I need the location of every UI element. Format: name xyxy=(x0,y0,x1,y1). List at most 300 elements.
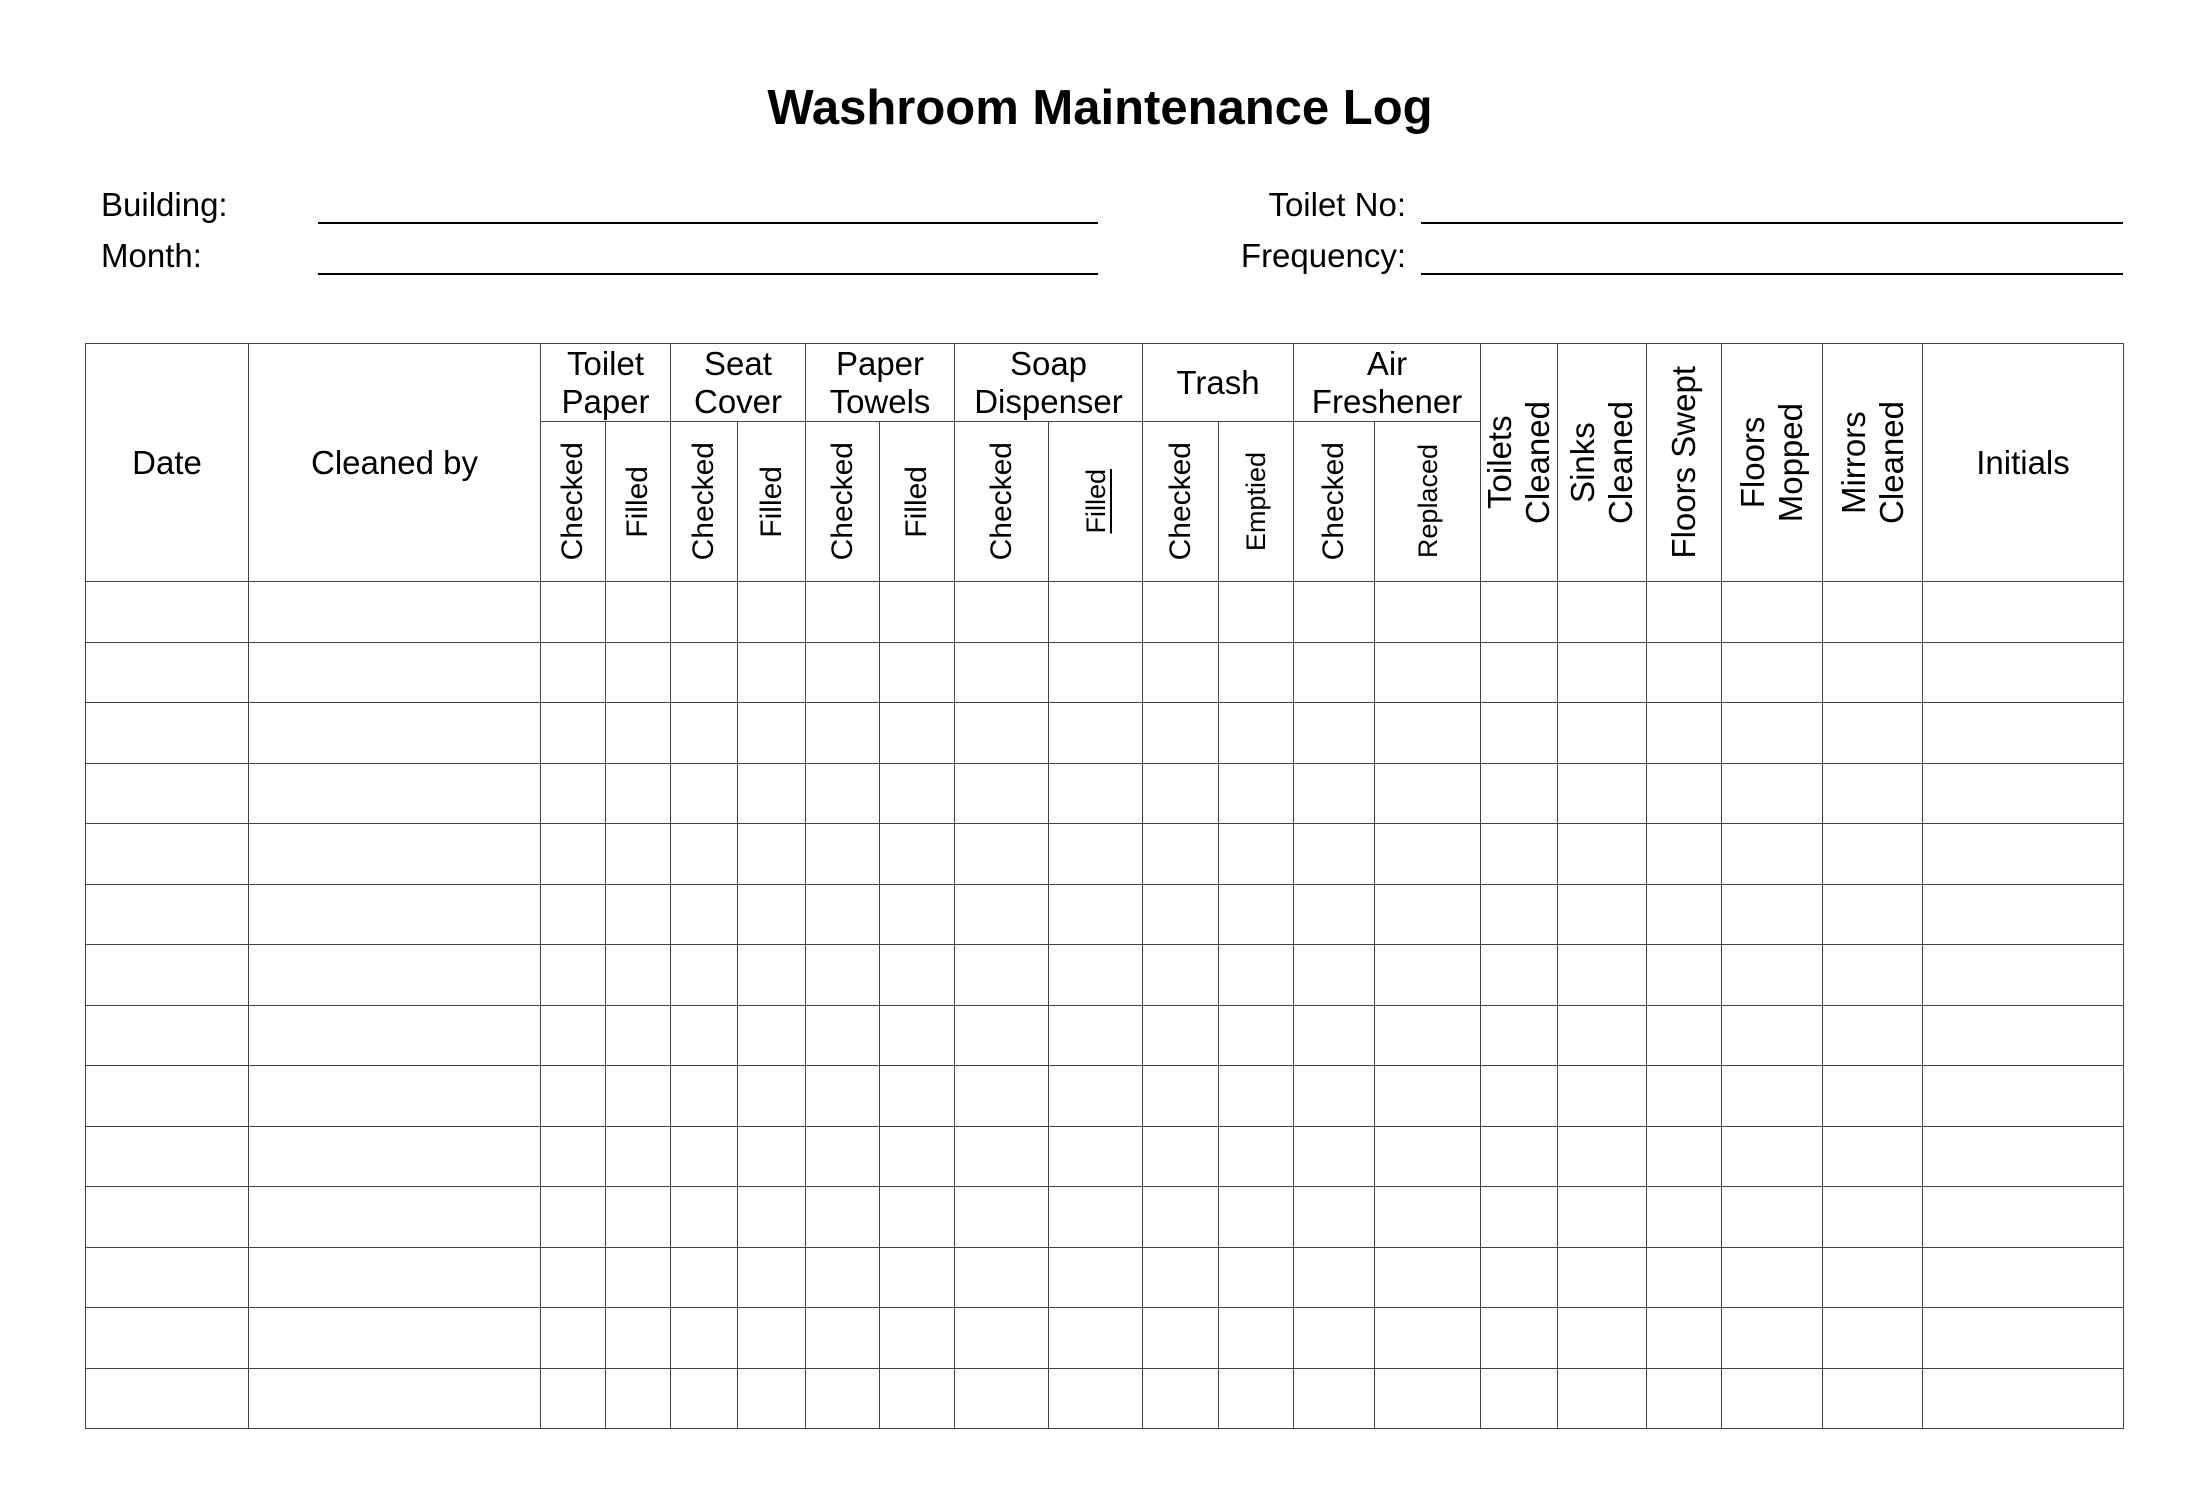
table-cell[interactable] xyxy=(1049,1187,1143,1248)
table-cell[interactable] xyxy=(1143,763,1219,824)
table-row xyxy=(86,824,2124,885)
table-cell[interactable] xyxy=(86,1368,249,1429)
table-cell[interactable] xyxy=(1219,884,1294,945)
table-cell[interactable] xyxy=(806,1187,880,1248)
table-row xyxy=(86,1247,2124,1308)
table-cell[interactable] xyxy=(606,1368,671,1429)
table-cell[interactable] xyxy=(1823,1308,1923,1369)
table-cell[interactable] xyxy=(86,1187,249,1248)
table-cell[interactable] xyxy=(86,703,249,764)
table-cell[interactable] xyxy=(1647,1368,1722,1429)
table-cell[interactable] xyxy=(1143,1005,1219,1066)
table-cell[interactable] xyxy=(880,1247,955,1308)
table-cell[interactable] xyxy=(1647,582,1722,643)
table-cell[interactable] xyxy=(541,1066,606,1127)
table-cell[interactable] xyxy=(880,945,955,1006)
table-cell[interactable] xyxy=(738,945,806,1006)
table-cell[interactable] xyxy=(606,642,671,703)
table-cell[interactable] xyxy=(1294,945,1375,1006)
table-cell[interactable] xyxy=(541,1187,606,1248)
table-cell[interactable] xyxy=(541,884,606,945)
table-cell[interactable] xyxy=(1375,1308,1481,1369)
table-cell[interactable] xyxy=(1722,582,1823,643)
table-cell[interactable] xyxy=(738,1066,806,1127)
table-cell[interactable] xyxy=(1481,1187,1558,1248)
table-cell[interactable] xyxy=(1375,1005,1481,1066)
table-cell[interactable] xyxy=(541,1126,606,1187)
table-cell[interactable] xyxy=(1143,703,1219,764)
table-cell[interactable] xyxy=(738,703,806,764)
table-cell[interactable] xyxy=(1823,824,1923,885)
table-cell[interactable] xyxy=(1481,884,1558,945)
table-cell[interactable] xyxy=(1823,945,1923,1006)
table-cell[interactable] xyxy=(806,824,880,885)
frequency-label: Frequency: xyxy=(1240,237,1406,274)
table-cell[interactable] xyxy=(249,582,541,643)
table-cell[interactable] xyxy=(1294,884,1375,945)
table-cell[interactable] xyxy=(1647,1066,1722,1127)
table-cell[interactable] xyxy=(1823,1247,1923,1308)
table-cell[interactable] xyxy=(671,824,738,885)
table-cell[interactable] xyxy=(671,763,738,824)
trash-header: Trash xyxy=(1143,344,1294,422)
table-cell[interactable] xyxy=(955,703,1049,764)
table-cell[interactable] xyxy=(1294,582,1375,643)
table-cell[interactable] xyxy=(1722,703,1823,764)
table-cell[interactable] xyxy=(606,582,671,643)
table-cell[interactable] xyxy=(955,945,1049,1006)
table-cell[interactable] xyxy=(1647,642,1722,703)
table-cell[interactable] xyxy=(671,582,738,643)
table-cell[interactable] xyxy=(1823,1187,1923,1248)
table-cell[interactable] xyxy=(1375,582,1481,643)
month-field[interactable] xyxy=(318,273,1098,275)
table-cell[interactable] xyxy=(541,1005,606,1066)
table-cell[interactable] xyxy=(671,1247,738,1308)
table-cell[interactable] xyxy=(1923,945,2124,1006)
table-cell[interactable] xyxy=(738,824,806,885)
table-cell[interactable] xyxy=(86,1247,249,1308)
table-cell[interactable] xyxy=(880,1187,955,1248)
table-cell[interactable] xyxy=(1375,642,1481,703)
table-cell[interactable] xyxy=(1219,582,1294,643)
trash-emptied-header: Emptied xyxy=(1219,422,1294,582)
table-cell[interactable] xyxy=(249,1187,541,1248)
table-cell[interactable] xyxy=(806,884,880,945)
toilet-no-field[interactable] xyxy=(1421,222,2123,224)
table-cell[interactable] xyxy=(541,763,606,824)
table-cell[interactable] xyxy=(1558,1066,1647,1127)
table-cell[interactable] xyxy=(606,1066,671,1127)
table-cell[interactable] xyxy=(806,1247,880,1308)
table-cell[interactable] xyxy=(1923,1126,2124,1187)
table-cell[interactable] xyxy=(1294,1247,1375,1308)
table-cell[interactable] xyxy=(1481,642,1558,703)
table-cell[interactable] xyxy=(1143,824,1219,885)
table-cell[interactable] xyxy=(606,1247,671,1308)
table-cell[interactable] xyxy=(1823,703,1923,764)
table-cell[interactable] xyxy=(1049,1308,1143,1369)
table-cell[interactable] xyxy=(541,642,606,703)
table-cell[interactable] xyxy=(738,1126,806,1187)
table-cell[interactable] xyxy=(955,824,1049,885)
table-cell[interactable] xyxy=(1481,1308,1558,1369)
table-cell[interactable] xyxy=(1823,1005,1923,1066)
table-cell[interactable] xyxy=(1143,582,1219,643)
table-cell[interactable] xyxy=(1219,1308,1294,1369)
table-cell[interactable] xyxy=(1558,884,1647,945)
table-cell[interactable] xyxy=(606,763,671,824)
table-cell[interactable] xyxy=(738,1005,806,1066)
table-cell[interactable] xyxy=(1375,884,1481,945)
table-cell[interactable] xyxy=(1823,642,1923,703)
table-cell[interactable] xyxy=(86,1126,249,1187)
table-cell[interactable] xyxy=(1049,824,1143,885)
table-cell[interactable] xyxy=(955,642,1049,703)
table-cell[interactable] xyxy=(806,703,880,764)
toilet-no-label: Toilet No: xyxy=(1268,186,1406,223)
table-cell[interactable] xyxy=(738,1187,806,1248)
table-cell[interactable] xyxy=(1558,1247,1647,1308)
table-cell[interactable] xyxy=(606,1126,671,1187)
table-cell[interactable] xyxy=(1647,1247,1722,1308)
table-cell[interactable] xyxy=(1722,1187,1823,1248)
table-cell[interactable] xyxy=(1823,884,1923,945)
table-cell[interactable] xyxy=(1219,1005,1294,1066)
table-cell[interactable] xyxy=(1558,703,1647,764)
table-cell[interactable] xyxy=(880,824,955,885)
table-cell[interactable] xyxy=(806,763,880,824)
table-cell[interactable] xyxy=(249,945,541,1006)
table-cell[interactable] xyxy=(1823,582,1923,643)
table-row xyxy=(86,763,2124,824)
table-cell[interactable] xyxy=(880,1368,955,1429)
table-cell[interactable] xyxy=(955,1005,1049,1066)
table-cell[interactable] xyxy=(1143,1126,1219,1187)
table-cell[interactable] xyxy=(671,1368,738,1429)
table-cell[interactable] xyxy=(1481,1368,1558,1429)
table-cell[interactable] xyxy=(541,824,606,885)
table-cell[interactable] xyxy=(86,582,249,643)
table-cell[interactable] xyxy=(738,884,806,945)
table-cell[interactable] xyxy=(86,1308,249,1369)
table-cell[interactable] xyxy=(955,1247,1049,1308)
table-cell[interactable] xyxy=(1558,1368,1647,1429)
table-cell[interactable] xyxy=(738,582,806,643)
table-cell[interactable] xyxy=(1722,1247,1823,1308)
table-cell[interactable] xyxy=(1823,763,1923,824)
table-cell[interactable] xyxy=(1375,1126,1481,1187)
table-cell[interactable] xyxy=(1558,1308,1647,1369)
toilet-paper-checked-header: Checked xyxy=(541,422,606,582)
table-cell[interactable] xyxy=(606,1308,671,1369)
table-cell[interactable] xyxy=(606,884,671,945)
table-cell[interactable] xyxy=(1481,1066,1558,1127)
table-cell[interactable] xyxy=(1049,1247,1143,1308)
table-cell[interactable] xyxy=(806,1308,880,1369)
table-cell[interactable] xyxy=(671,1308,738,1369)
table-cell[interactable] xyxy=(1294,1368,1375,1429)
table-cell[interactable] xyxy=(1647,703,1722,764)
table-cell[interactable] xyxy=(1481,703,1558,764)
table-cell[interactable] xyxy=(671,1187,738,1248)
table-cell[interactable] xyxy=(1923,824,2124,885)
table-cell[interactable] xyxy=(1923,1368,2124,1429)
table-cell[interactable] xyxy=(1558,945,1647,1006)
table-cell[interactable] xyxy=(955,1126,1049,1187)
table-cell[interactable] xyxy=(1558,824,1647,885)
table-cell[interactable] xyxy=(1049,1005,1143,1066)
table-cell[interactable] xyxy=(541,582,606,643)
table-cell[interactable] xyxy=(738,1368,806,1429)
table-cell[interactable] xyxy=(1375,945,1481,1006)
table-cell[interactable] xyxy=(1647,1126,1722,1187)
table-cell[interactable] xyxy=(86,884,249,945)
table-cell[interactable] xyxy=(1647,1005,1722,1066)
table-cell[interactable] xyxy=(1375,1187,1481,1248)
table-cell[interactable] xyxy=(1219,1247,1294,1308)
table-cell[interactable] xyxy=(880,1066,955,1127)
table-cell[interactable] xyxy=(541,703,606,764)
table-cell[interactable] xyxy=(1219,642,1294,703)
table-cell[interactable] xyxy=(671,884,738,945)
table-cell[interactable] xyxy=(1143,1247,1219,1308)
table-cell[interactable] xyxy=(606,824,671,885)
table-cell[interactable] xyxy=(671,1005,738,1066)
table-cell[interactable] xyxy=(1722,1066,1823,1127)
table-cell[interactable] xyxy=(1143,945,1219,1006)
table-cell[interactable] xyxy=(738,642,806,703)
table-cell[interactable] xyxy=(86,1066,249,1127)
table-cell[interactable] xyxy=(880,884,955,945)
table-cell[interactable] xyxy=(249,1066,541,1127)
table-cell[interactable] xyxy=(86,824,249,885)
table-cell[interactable] xyxy=(1049,763,1143,824)
table-cell[interactable] xyxy=(671,642,738,703)
table-cell[interactable] xyxy=(1722,1126,1823,1187)
table-cell[interactable] xyxy=(806,1368,880,1429)
table-cell[interactable] xyxy=(806,642,880,703)
table-cell[interactable] xyxy=(806,1126,880,1187)
table-row xyxy=(86,1308,2124,1369)
table-cell[interactable] xyxy=(1647,1187,1722,1248)
table-cell[interactable] xyxy=(1219,703,1294,764)
table-cell[interactable] xyxy=(541,945,606,1006)
table-cell[interactable] xyxy=(1923,1247,2124,1308)
table-cell[interactable] xyxy=(1923,1005,2124,1066)
table-cell[interactable] xyxy=(249,1247,541,1308)
table-cell[interactable] xyxy=(1923,763,2124,824)
table-cell[interactable] xyxy=(1219,945,1294,1006)
table-cell[interactable] xyxy=(1923,1066,2124,1127)
table-cell[interactable] xyxy=(1481,763,1558,824)
table-cell[interactable] xyxy=(1722,1308,1823,1369)
table-cell[interactable] xyxy=(1722,945,1823,1006)
table-cell[interactable] xyxy=(1049,945,1143,1006)
table-cell[interactable] xyxy=(1219,763,1294,824)
table-cell[interactable] xyxy=(1049,703,1143,764)
table-cell[interactable] xyxy=(606,1005,671,1066)
table-cell[interactable] xyxy=(738,763,806,824)
table-cell[interactable] xyxy=(1558,582,1647,643)
table-cell[interactable] xyxy=(1143,1066,1219,1127)
table-cell[interactable] xyxy=(880,1308,955,1369)
table-cell[interactable] xyxy=(1375,1247,1481,1308)
table-cell[interactable] xyxy=(738,1247,806,1308)
table-cell[interactable] xyxy=(1294,824,1375,885)
table-cell[interactable] xyxy=(1558,642,1647,703)
table-cell[interactable] xyxy=(1558,1126,1647,1187)
table-cell[interactable] xyxy=(1294,703,1375,764)
seat-cover-header: Seat Cover xyxy=(671,344,806,422)
table-cell[interactable] xyxy=(738,1308,806,1369)
table-cell[interactable] xyxy=(1049,1368,1143,1429)
table-cell[interactable] xyxy=(1647,945,1722,1006)
table-cell[interactable] xyxy=(1219,1066,1294,1127)
toilets-cleaned-header: Toilets Cleaned xyxy=(1481,344,1558,582)
table-cell[interactable] xyxy=(1375,763,1481,824)
table-cell[interactable] xyxy=(671,1126,738,1187)
table-cell[interactable] xyxy=(1923,642,2124,703)
table-cell[interactable] xyxy=(1722,824,1823,885)
table-cell[interactable] xyxy=(1558,763,1647,824)
table-cell[interactable] xyxy=(86,1005,249,1066)
table-cell[interactable] xyxy=(955,884,1049,945)
table-cell[interactable] xyxy=(1049,884,1143,945)
table-cell[interactable] xyxy=(955,582,1049,643)
table-cell[interactable] xyxy=(955,1308,1049,1369)
table-cell[interactable] xyxy=(880,642,955,703)
table-cell[interactable] xyxy=(806,1005,880,1066)
table-cell[interactable] xyxy=(671,1066,738,1127)
table-cell[interactable] xyxy=(1294,1126,1375,1187)
table-cell[interactable] xyxy=(1647,884,1722,945)
table-cell[interactable] xyxy=(880,582,955,643)
table-cell[interactable] xyxy=(1143,1308,1219,1369)
frequency-field[interactable] xyxy=(1421,273,2123,275)
table-cell[interactable] xyxy=(806,1066,880,1127)
table-cell[interactable] xyxy=(1143,642,1219,703)
table-cell[interactable] xyxy=(1558,1187,1647,1248)
table-cell[interactable] xyxy=(86,763,249,824)
table-cell[interactable] xyxy=(1923,703,2124,764)
table-cell[interactable] xyxy=(541,1368,606,1429)
table-row xyxy=(86,1368,2124,1429)
table-cell[interactable] xyxy=(1647,824,1722,885)
table-cell[interactable] xyxy=(1722,763,1823,824)
table-cell[interactable] xyxy=(1219,1126,1294,1187)
table-cell[interactable] xyxy=(671,703,738,764)
table-cell[interactable] xyxy=(1823,1126,1923,1187)
table-cell[interactable] xyxy=(1722,642,1823,703)
table-cell[interactable] xyxy=(1375,1066,1481,1127)
table-cell[interactable] xyxy=(1722,1005,1823,1066)
table-cell[interactable] xyxy=(1219,1187,1294,1248)
table-cell[interactable] xyxy=(880,1126,955,1187)
table-cell[interactable] xyxy=(1049,1066,1143,1127)
table-cell[interactable] xyxy=(1647,1308,1722,1369)
table-cell[interactable] xyxy=(606,703,671,764)
table-cell[interactable] xyxy=(880,1005,955,1066)
table-cell[interactable] xyxy=(880,763,955,824)
table-cell[interactable] xyxy=(249,642,541,703)
table-cell[interactable] xyxy=(1375,703,1481,764)
table-cell[interactable] xyxy=(249,1368,541,1429)
table-cell[interactable] xyxy=(806,945,880,1006)
table-cell[interactable] xyxy=(1219,1368,1294,1429)
table-cell[interactable] xyxy=(1923,582,2124,643)
table-cell[interactable] xyxy=(249,1005,541,1066)
table-cell[interactable] xyxy=(955,1066,1049,1127)
table-cell[interactable] xyxy=(955,1368,1049,1429)
table-cell[interactable] xyxy=(249,824,541,885)
table-cell[interactable] xyxy=(1375,824,1481,885)
table-cell[interactable] xyxy=(1722,884,1823,945)
table-cell[interactable] xyxy=(955,1187,1049,1248)
table-cell[interactable] xyxy=(1143,1187,1219,1248)
table-cell[interactable] xyxy=(86,642,249,703)
maintenance-log-table xyxy=(85,343,2124,1429)
table-cell[interactable] xyxy=(249,763,541,824)
table-cell[interactable] xyxy=(249,1308,541,1369)
paper-towels-checked-header: Checked xyxy=(806,422,880,582)
table-cell[interactable] xyxy=(1481,945,1558,1006)
table-cell[interactable] xyxy=(249,703,541,764)
table-cell[interactable] xyxy=(541,1247,606,1308)
table-cell[interactable] xyxy=(1481,1005,1558,1066)
table-cell[interactable] xyxy=(880,703,955,764)
table-cell[interactable] xyxy=(1143,884,1219,945)
table-cell[interactable] xyxy=(1923,1308,2124,1369)
table-cell[interactable] xyxy=(1219,824,1294,885)
table-cell[interactable] xyxy=(249,884,541,945)
table-cell[interactable] xyxy=(1481,582,1558,643)
table-cell[interactable] xyxy=(1722,1368,1823,1429)
table-cell[interactable] xyxy=(1923,1187,2124,1248)
table-cell[interactable] xyxy=(671,945,738,1006)
building-field[interactable] xyxy=(318,222,1098,224)
date-header: Date xyxy=(86,344,249,582)
table-cell[interactable] xyxy=(1049,642,1143,703)
table-cell[interactable] xyxy=(955,763,1049,824)
table-cell[interactable] xyxy=(1294,642,1375,703)
table-cell[interactable] xyxy=(1823,1066,1923,1127)
table-row xyxy=(86,884,2124,945)
table-cell[interactable] xyxy=(1923,884,2124,945)
table-cell[interactable] xyxy=(1558,1005,1647,1066)
table-cell[interactable] xyxy=(1143,1368,1219,1429)
table-cell[interactable] xyxy=(1823,1368,1923,1429)
table-cell[interactable] xyxy=(1294,1005,1375,1066)
table-cell[interactable] xyxy=(606,945,671,1006)
table-cell[interactable] xyxy=(1481,824,1558,885)
table-cell[interactable] xyxy=(249,1126,541,1187)
table-cell[interactable] xyxy=(1481,1126,1558,1187)
table-cell[interactable] xyxy=(806,582,880,643)
table-cell[interactable] xyxy=(1481,1247,1558,1308)
table-cell[interactable] xyxy=(1294,1066,1375,1127)
table-cell[interactable] xyxy=(86,945,249,1006)
table-cell[interactable] xyxy=(1294,1187,1375,1248)
table-cell[interactable] xyxy=(541,1308,606,1369)
table-cell[interactable] xyxy=(1294,1308,1375,1369)
table-cell[interactable] xyxy=(1647,763,1722,824)
table-cell[interactable] xyxy=(1049,1126,1143,1187)
table-cell[interactable] xyxy=(1375,1368,1481,1429)
table-cell[interactable] xyxy=(606,1187,671,1248)
table-cell[interactable] xyxy=(1049,582,1143,643)
table-cell[interactable] xyxy=(1294,763,1375,824)
